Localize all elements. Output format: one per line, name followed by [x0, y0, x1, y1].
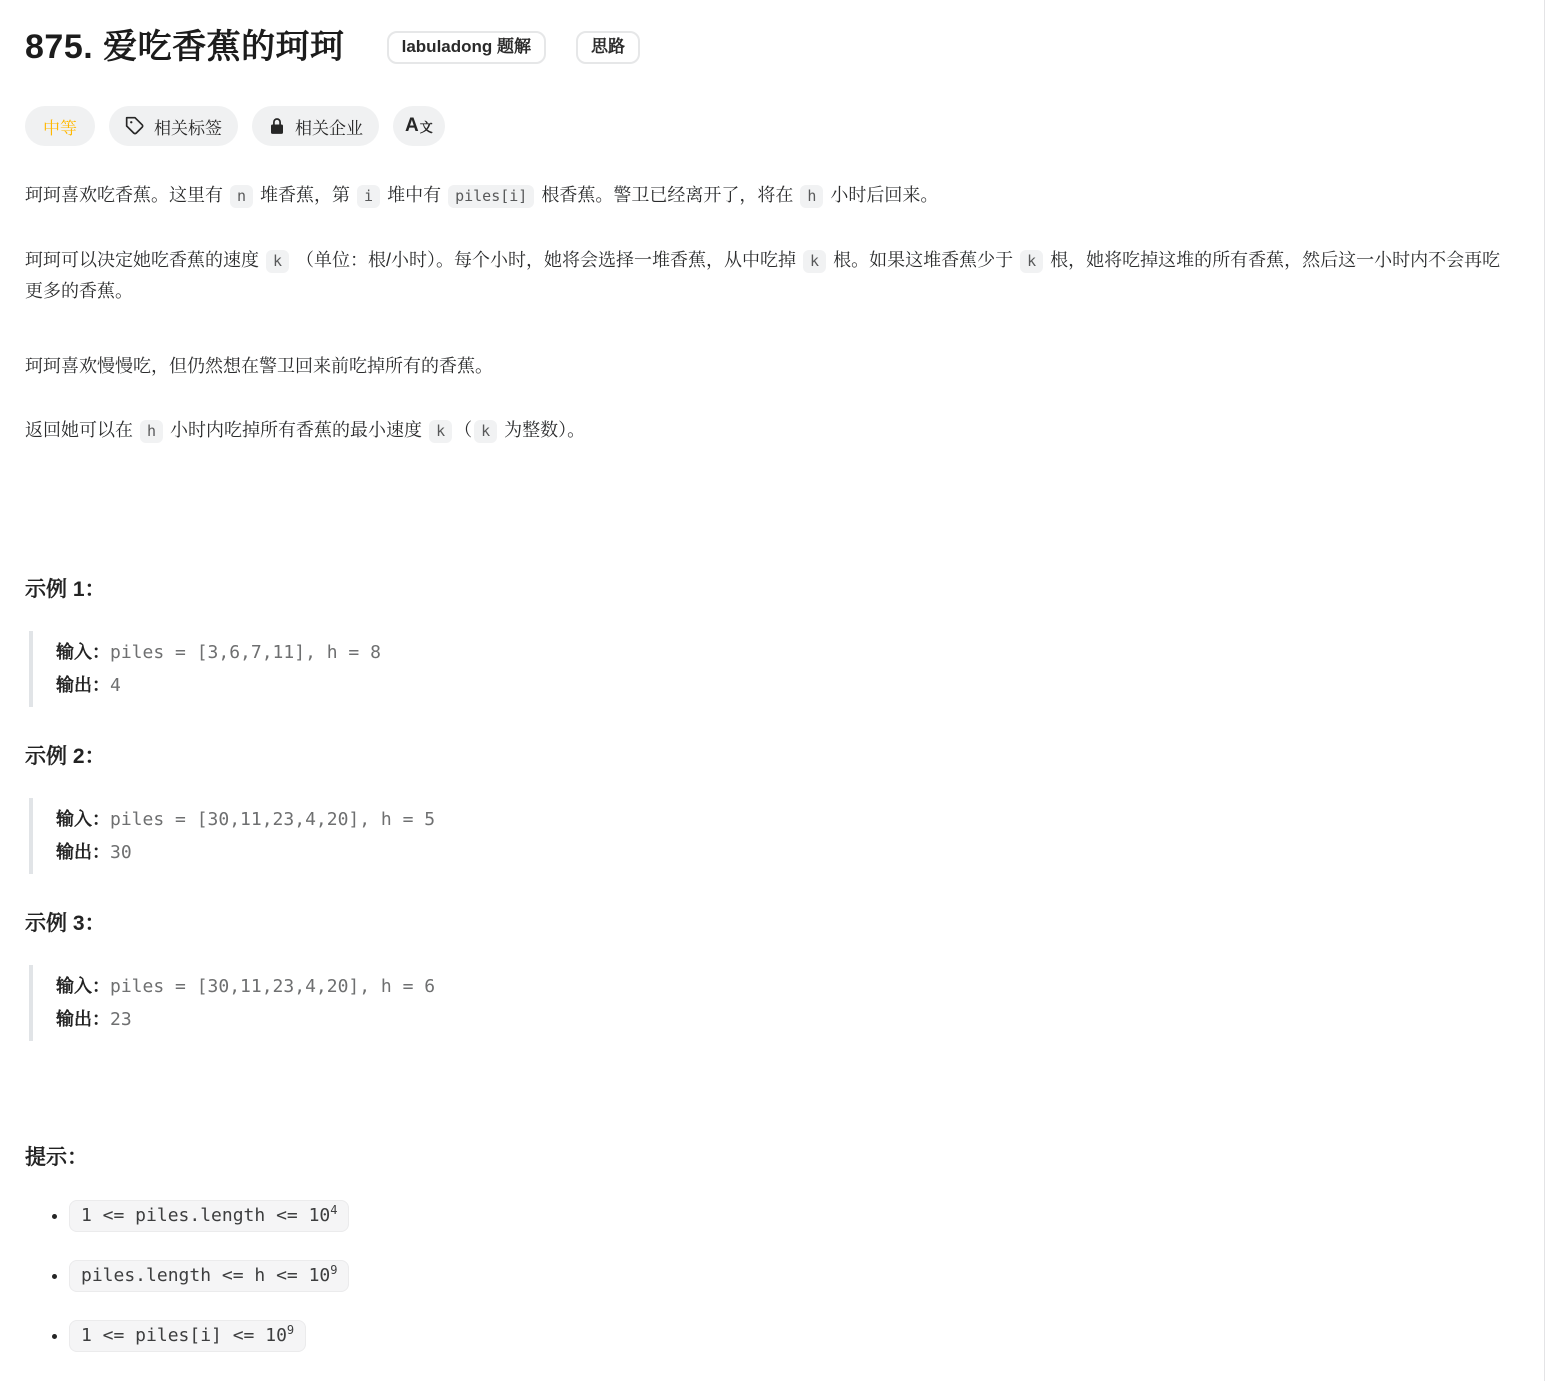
related-tags-button[interactable]	[109, 106, 238, 146]
spacer	[25, 480, 1517, 540]
inline-code: k	[266, 250, 289, 273]
idea-badge[interactable]: 思路	[576, 31, 640, 64]
panel-divider[interactable]	[1544, 0, 1545, 1381]
constraint-item	[69, 1196, 1517, 1235]
inline-code: h	[140, 420, 163, 443]
output-value: 4	[110, 675, 121, 696]
example-output-line	[56, 669, 1517, 702]
example-input-line	[56, 636, 1517, 669]
example-3-block	[29, 965, 1517, 1041]
output-label: 输出：	[56, 1009, 110, 1029]
input-label: 输入：	[56, 642, 110, 662]
lock-icon	[268, 117, 286, 135]
example-1-heading: 示例 1：	[25, 578, 106, 601]
statement-paragraph: 珂珂喜欢慢慢吃，但仍然想在警卫回来前吃掉所有的香蕉。	[25, 356, 493, 376]
input-value: piles = [30,11,23,4,20], h = 6	[110, 976, 436, 997]
example-input-line	[56, 803, 1517, 836]
exponent: 9	[330, 1263, 338, 1277]
input-label: 输入：	[56, 976, 110, 996]
inline-code: piles.length <= $h <= 10^9$	[69, 1260, 349, 1292]
inline-code: n	[230, 185, 253, 208]
inline-code: piles[i]	[448, 185, 534, 208]
constraint-item	[69, 1316, 1517, 1355]
difficulty-badge[interactable]: 中等	[25, 106, 95, 146]
statement-paragraph: 珂珂喜欢吃香蕉。这里有 n 堆香蕉，第 i 堆中有 piles[i] 根香蕉。警卫已经离开了，将在 h 小时后回来。	[25, 180, 1517, 211]
related-companies-label: 相关企业	[295, 118, 363, 138]
inline-code: 1 <= piles[i] <= $10^9$	[69, 1320, 306, 1352]
solution-badge[interactable]: labuladong 题解	[387, 31, 546, 64]
related-companies-button[interactable]	[252, 106, 379, 146]
example-input-line	[56, 970, 1517, 1003]
spacer	[25, 1041, 1517, 1108]
inline-code: k	[474, 420, 497, 443]
output-label: 输出：	[56, 842, 110, 862]
statement-paragraph: 珂珂可以决定她吃香蕉的速度 k （单位：根/小时）。每个小时，她将会选择一堆香蕉，从中吃掉 k 根。如果这堆香蕉少于 k 根，她将吃掉这堆的所有香蕉，然后这一小时内不会再吃更多的香蕉。	[25, 250, 1501, 301]
exponent: 9	[286, 1323, 295, 1337]
meta-row	[25, 106, 1517, 146]
title-row	[25, 24, 1517, 70]
input-label: 输入：	[56, 809, 110, 829]
inline-code: k	[1020, 250, 1043, 273]
problem-statement	[25, 180, 1517, 1355]
input-value: piles = [30,11,23,4,20], h = 5	[110, 809, 436, 830]
inline-code: k	[803, 250, 826, 273]
output-value: 23	[110, 1009, 132, 1030]
example-1-block	[29, 631, 1517, 707]
example-2-heading: 示例 2：	[25, 745, 106, 768]
related-tags-label: 相关标签	[154, 118, 222, 138]
example-output-line	[56, 836, 1517, 869]
translate-button[interactable]	[393, 106, 445, 146]
example-3-heading: 示例 3：	[25, 912, 106, 935]
constraints-list	[25, 1196, 1517, 1355]
statement-paragraph: 返回她可以在 h 小时内吃掉所有香蕉的最小速度 k （ k 为整数）。	[25, 415, 1517, 446]
constraint-item	[69, 1256, 1517, 1295]
inline-code: h	[800, 185, 823, 208]
translate-icon: A文	[405, 115, 433, 136]
hints-heading: 提示：	[25, 1146, 88, 1169]
example-2-block	[29, 798, 1517, 874]
output-label: 输出：	[56, 675, 110, 695]
input-value: piles = [3,6,7,11], h = 8	[110, 642, 381, 663]
output-value: 30	[110, 842, 132, 863]
inline-code: k	[429, 420, 452, 443]
exponent: 4	[330, 1203, 338, 1217]
tag-icon	[125, 116, 145, 136]
inline-code: i	[357, 185, 380, 208]
example-output-line	[56, 1003, 1517, 1036]
inline-code: 1 <= piles.length <= $10^4$	[69, 1200, 349, 1232]
page-title: 875. 爱吃香蕉的珂珂	[25, 28, 345, 66]
